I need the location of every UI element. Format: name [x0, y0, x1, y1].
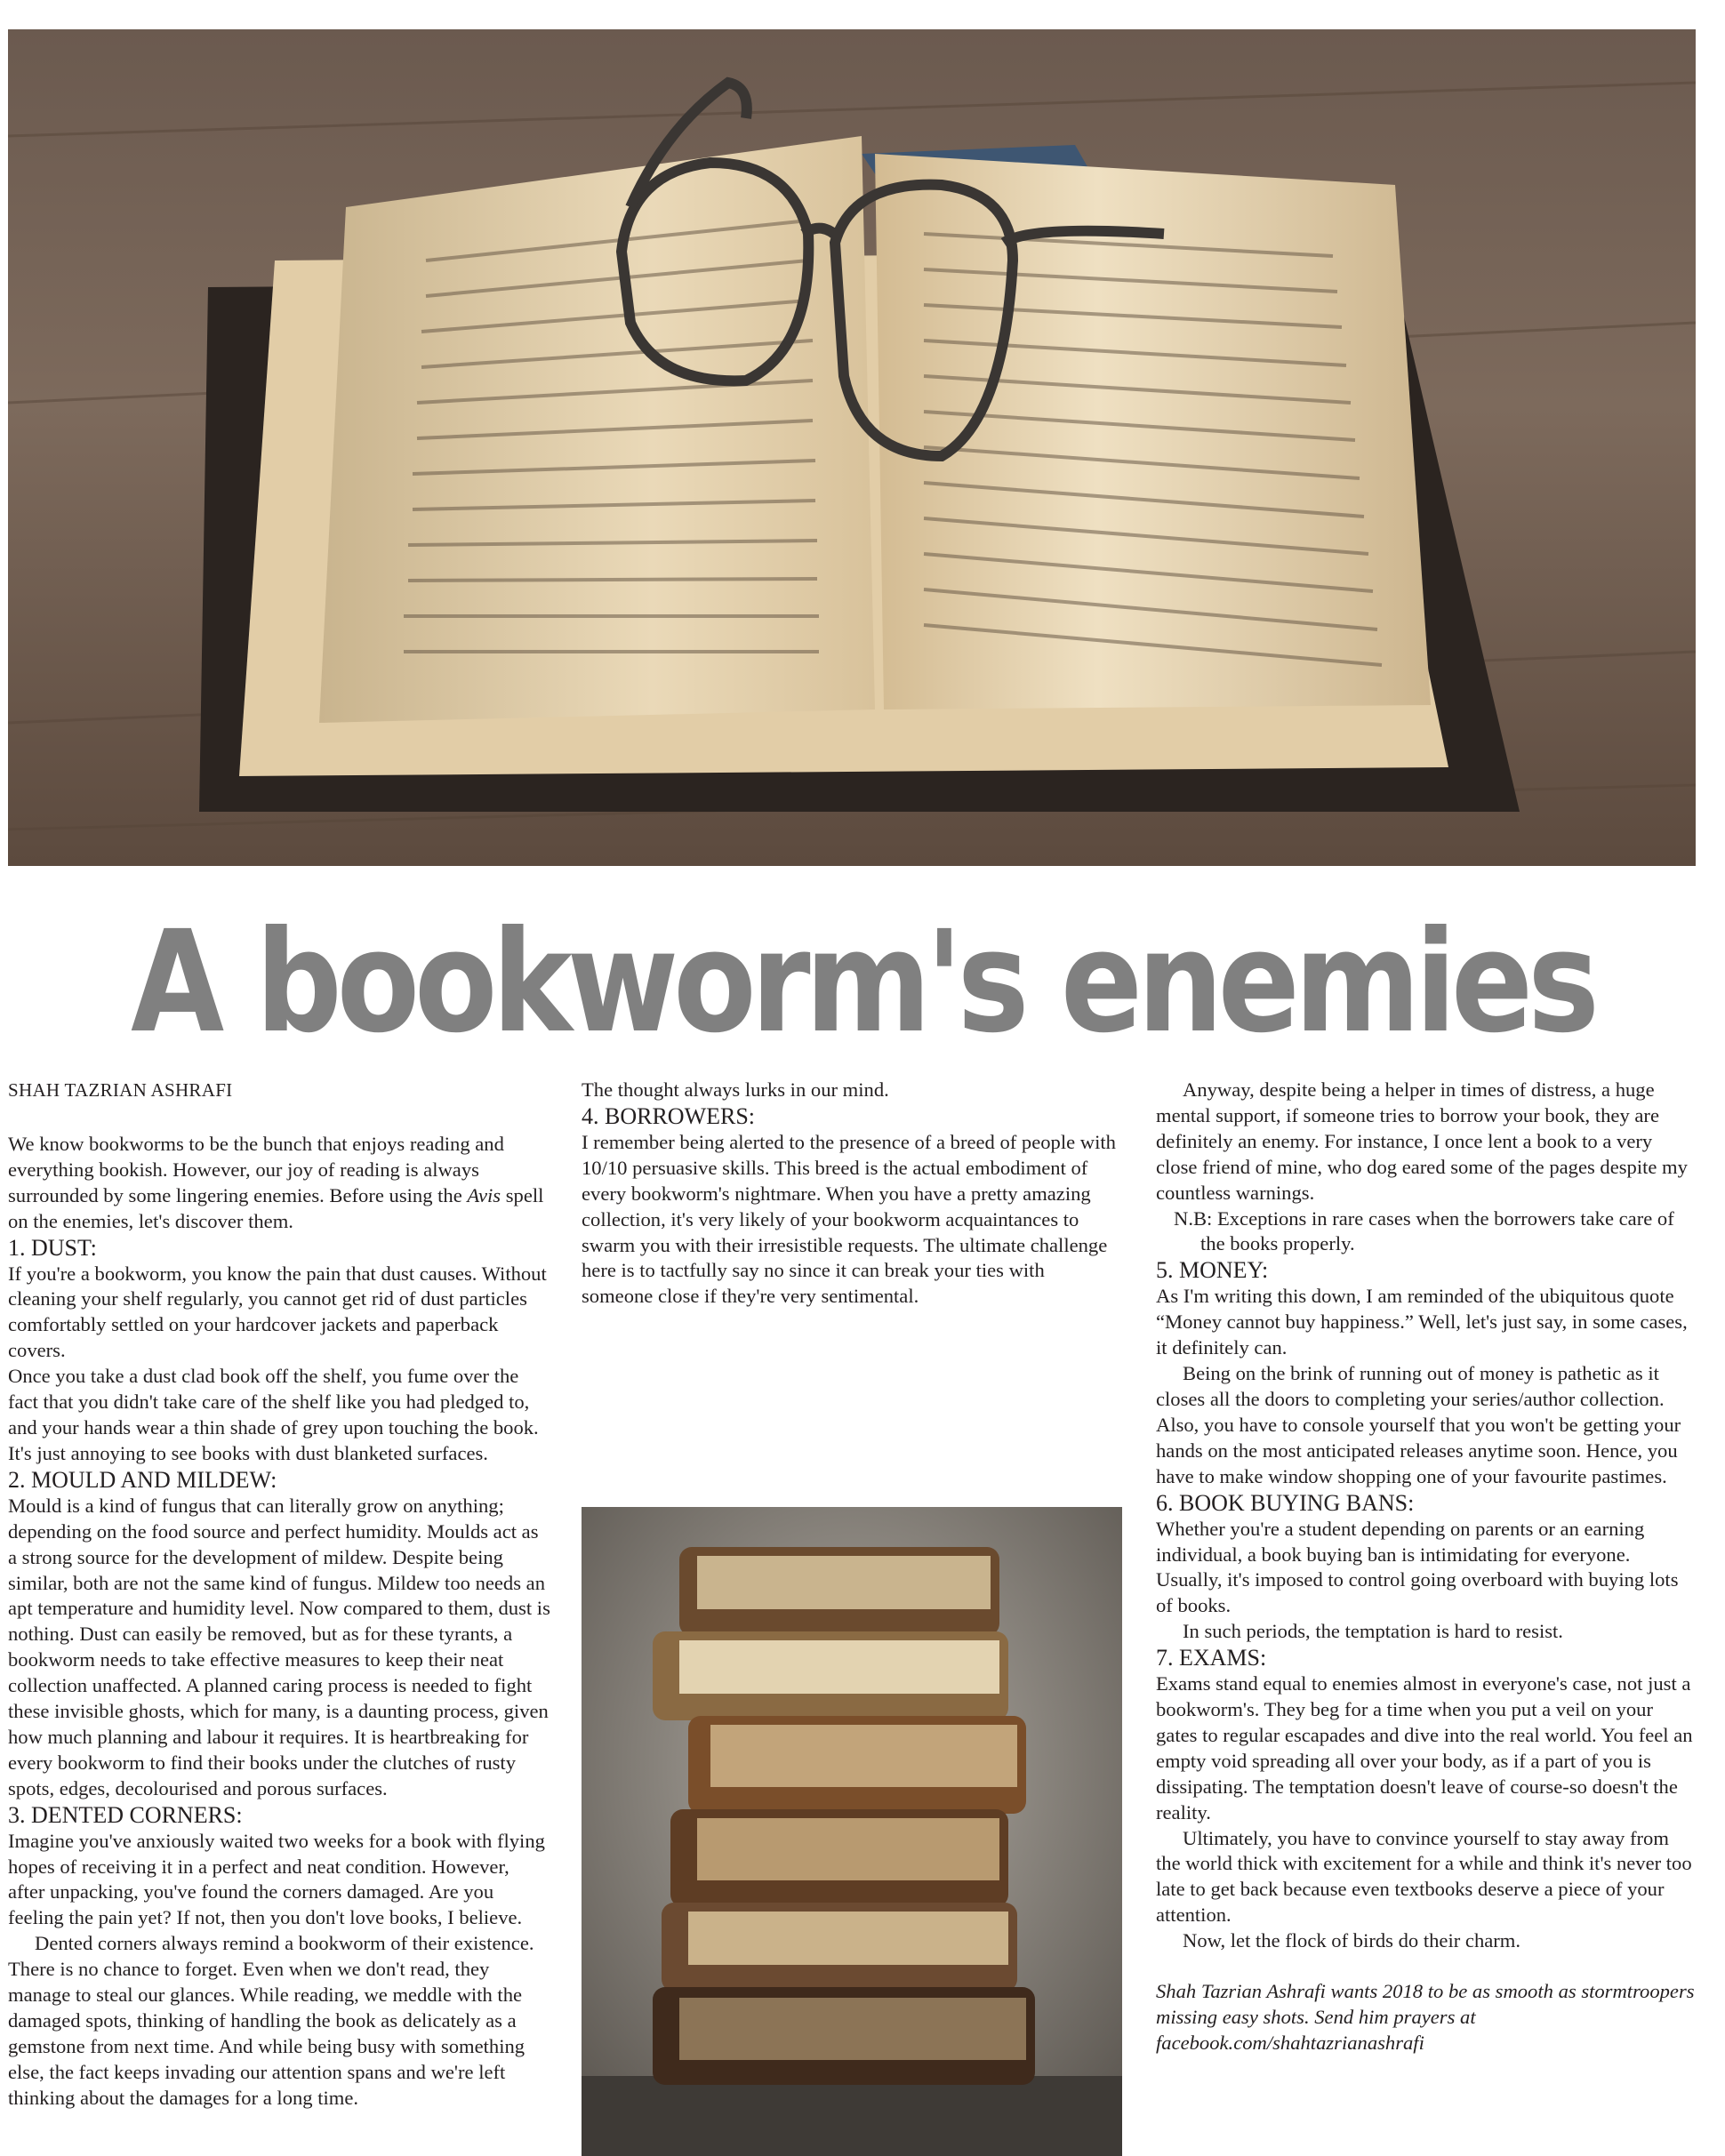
- borrowers-paragraph-2: Anyway, despite being a helper in times of distress, a huge mental support, if someone tries to borrow your book, they are definitely an enemy. For instance, I once lent a book to a very close friend of mine, who dog eared some of the pages despite my countless warnings.: [1156, 1078, 1688, 1204]
- heading-exams: 7. EXAMS:: [1156, 1645, 1267, 1671]
- hero-photo-open-book-glasses: [8, 29, 1696, 866]
- intro-spell: Avis: [467, 1183, 501, 1206]
- intro-paragraph: [8, 1132, 550, 1235]
- byline: SHAH TAZRIAN ASHRAFI: [8, 1079, 233, 1101]
- exams-paragraph-3: Now, let the flock of birds do their charm.: [1183, 1929, 1521, 1952]
- money-paragraph-2: Being on the brink of running out of money is pathetic as it closes all the doors to completing your series/author collection. Also, you have to console yourself that you won't be getting your hands on the most anticipated releases anytime soon. Hence, you have to make window shopping one of your favourite pastimes.: [1156, 1362, 1681, 1487]
- dust-paragraph-2: Once you take a dust clad book off the shelf, you fume over the fact that you didn't take care of the shelf like you had pledged to, and your hands wear a thin shade of grey upon touching the book. It's just annoying to see books with dust blanketed surfaces.: [8, 1365, 539, 1464]
- article-column-2: [582, 1078, 1120, 1310]
- bans-paragraph-1: Whether you're a student depending on parents or an earning individual, a book buying ban is intimidating for everyone. Usually, it's imposed to control going overboard with buying lots of books.: [1156, 1517, 1679, 1617]
- photo-stack-of-old-books: [582, 1507, 1122, 2156]
- money-paragraph-1: As I'm writing this down, I am reminded of the ubiquitous quote “Money cannot buy happiness.” Well, let's just say, in some cases, it definitely can.: [1156, 1285, 1688, 1359]
- borrowers-note: N.B: Exceptions in rare cases when the borrowers take care of the books properly.: [1174, 1206, 1674, 1255]
- heading-money: 5. MONEY:: [1156, 1257, 1269, 1284]
- article-title: A bookworm's enemies: [131, 901, 1594, 1064]
- heading-mould: 2. MOULD AND MILDEW:: [8, 1466, 277, 1493]
- heading-book-buying-bans: 6. BOOK BUYING BANS:: [1156, 1489, 1415, 1516]
- article-column-3: [1156, 1078, 1698, 2056]
- author-signoff: Shah Tazrian Ashrafi wants 2018 to be as smooth as stormtroopers missing easy shots. Send him prayers at facebook.com/shahtazrianashrafi: [1156, 1980, 1695, 2054]
- intro-text: We know bookworms to be the bunch that enjoys reading and everything bookish. However, our joy of reading is always surrounded by some lingering enemies. Before using the: [8, 1132, 504, 1206]
- bans-paragraph-2: In such periods, the temptation is hard to resist.: [1183, 1620, 1563, 1643]
- heading-borrowers: 4. BORROWERS:: [582, 1102, 756, 1129]
- heading-dust: 1. DUST:: [8, 1234, 97, 1261]
- article-column-1: [8, 1078, 550, 2112]
- heading-dented-corners: 3. DENTED CORNERS:: [8, 1801, 243, 1828]
- dust-paragraph-1: If you're a bookworm, you know the pain that dust causes. Without cleaning your shelf regularly, you cannot get rid of dust particles comfortably settled on your hardcover jackets and paperback covers.: [8, 1262, 547, 1362]
- borrowers-paragraph-1: I remember being alerted to the presence of a breed of people with 10/10 persuasive skills. This breed is the actual embodiment of every bookworm's nightmare. When you have a pretty amazing collection, it's very likely of your bookworm acquaintances to swarm you with their irresistible requests. The ultimate challenge here is to tactfully say no since it can break your ties with someone close if they're very sentimental.: [582, 1130, 1116, 1308]
- dented-paragraph-1: Imagine you've anxiously waited two weeks for a book with flying hopes of receiving it in a perfect and neat condition. However, after unpacking, you've found the corners damaged. Are you feeling the pain yet? If not, then you don't love books, I believe.: [8, 1829, 545, 1929]
- dented-paragraph-2: Dented corners always remind a bookworm of their existence. There is no chance to forget. Even when we don't read, they manage to steal our glances. While reading, we meddle with the damaged spots, thinking of handling the book as delicately as a gemstone from next time. And while being busy with something else, the fact keeps invading our attention spans and we're left thinking about the damages for a long time.: [8, 1932, 534, 2109]
- mould-paragraph: Mould is a kind of fungus that can literally grow on anything; depending on the food source and perfect humidity. Moulds act as a strong source for the development of mildew. Despite being similar, both are not the same kind of fungus. Mildew too needs an apt temperature and humidity level. Now compared to them, dust is nothing. Dust can easily be removed, but as for these tyrants, a bookworm needs to take effective measures to keep their neat collection unaffected. A planned caring process is needed to fight these invisible ghosts, which for many, is a daunting process, given how much planning and labour it requires. It is heartbreaking for every bookworm to find their books under the clutches of rusty spots, edges, decolourised and porous surfaces.: [8, 1494, 550, 1799]
- intro-text-end: spell on the enemies, let's discover them.: [8, 1183, 544, 1232]
- exams-paragraph-1: Exams stand equal to enemies almost in everyone's case, not just a bookworm's. They beg for a time when you put a veil on your gates to regular escapades and dive into the real world. You feel an empty void spreading all over your body, as if a part of you is dissipating. The temptation doesn't leave of course-so doesn't the reality.: [1156, 1672, 1693, 1823]
- exams-paragraph-2: Ultimately, you have to convince yourself to stay away from the world thick with excitement for a while and think it's never too late to get back because even textbooks deserve a piece of your attention.: [1156, 1826, 1692, 1927]
- dented-paragraph-3: The thought always lurks in our mind.: [582, 1078, 889, 1101]
